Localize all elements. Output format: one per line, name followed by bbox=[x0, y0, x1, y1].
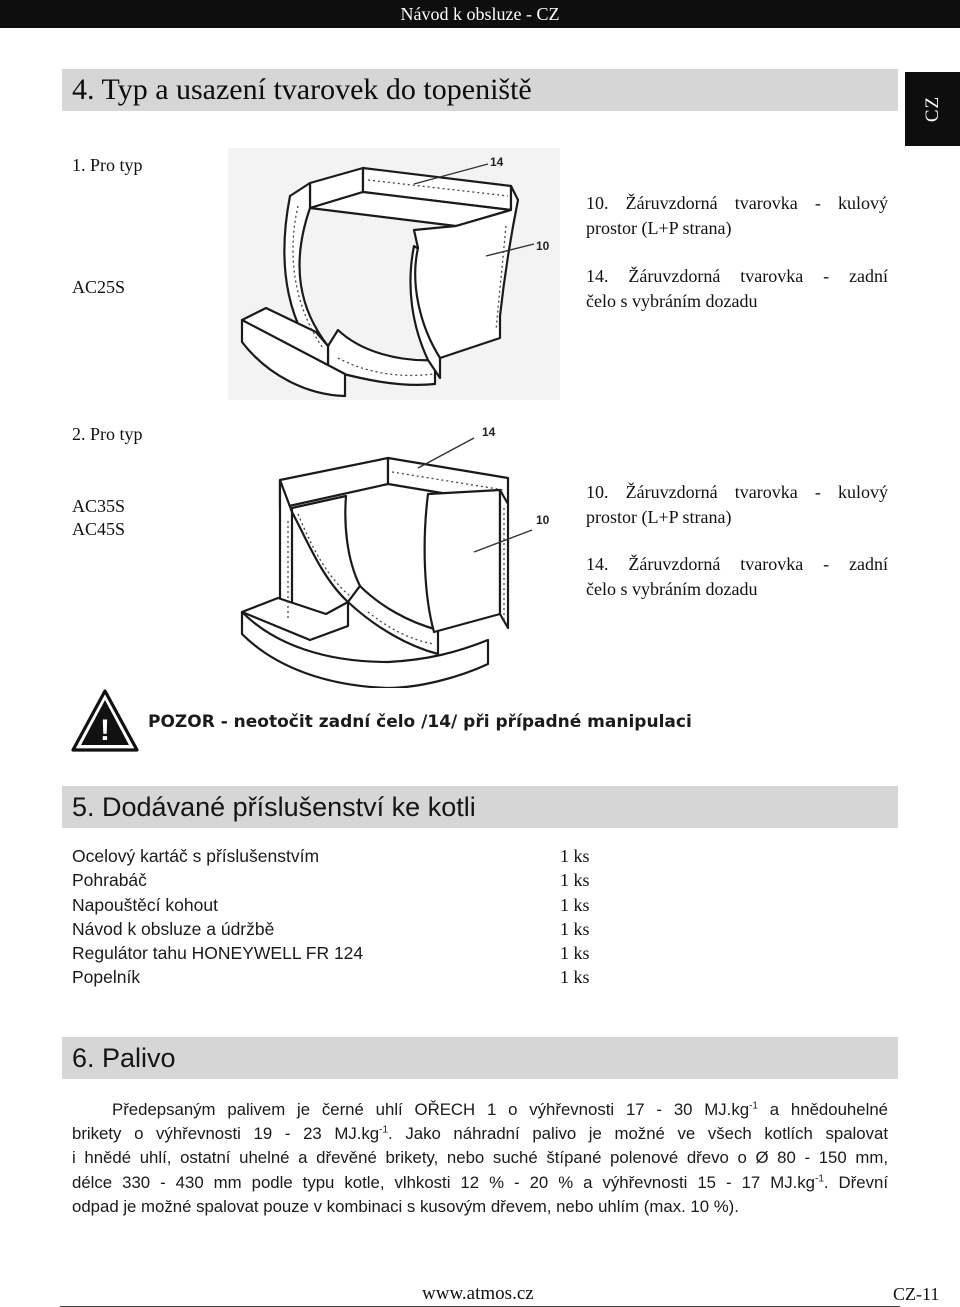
document-header-bar bbox=[0, 0, 960, 28]
fuel-line-2: brikety o výhřevnosti 19 - 23 $MJ.kg^{-1}$. Jako náhradní palivo je možné ve všech kotlích spalovat bbox=[72, 1124, 888, 1144]
legend-10-line-1: 10. Žáruvzdorná tvarovka - kulový bbox=[586, 193, 888, 213]
list-item-qty: 1 ks bbox=[560, 918, 590, 939]
callout-10: 10 bbox=[536, 513, 550, 527]
fuel-line-5: odpad je možné spalovat pouze v kombinaci s kusovým dřevem, nebo uhlím (max. 10 %). bbox=[72, 1196, 739, 1216]
section-6-heading: 6. Palivo bbox=[72, 1043, 176, 1073]
callout-14: 14 bbox=[482, 425, 496, 439]
document-title: Návod k obsluze - CZ bbox=[400, 4, 560, 24]
block-2-model-2: AC45S bbox=[72, 519, 126, 539]
legend-14-line-2: čelo s vybráním dozadu bbox=[586, 579, 758, 599]
legend-10-line-2: prostor (L+P strana) bbox=[586, 507, 732, 527]
list-item: Pohrabáč bbox=[72, 870, 147, 891]
firebrick-figure-ac25s bbox=[228, 148, 560, 400]
list-item-qty: 1 ks bbox=[560, 894, 590, 915]
language-tab bbox=[905, 72, 960, 146]
legend-14-line-2: čelo s vybráním dozadu bbox=[586, 291, 758, 311]
warning-icon bbox=[70, 688, 140, 754]
list-item: Napouštěcí kohout bbox=[72, 894, 218, 915]
legend-14-line-1: 14. Žáruvzdorná tvarovka - zadní bbox=[586, 554, 888, 574]
list-item-qty: 1 ks bbox=[560, 870, 590, 891]
list-item: Regulátor tahu HONEYWELL FR 124 bbox=[72, 943, 364, 964]
list-item: Návod k obsluze a údržbě bbox=[72, 918, 275, 939]
firebrick-figure-ac35s-ac45s bbox=[228, 418, 568, 688]
list-item: Popelník bbox=[72, 967, 141, 988]
list-item-qty: 1 ks bbox=[560, 967, 590, 988]
block-2-label: 2. Pro typ bbox=[72, 424, 143, 444]
callout-14: 14 bbox=[490, 155, 504, 169]
legend-14-line-1: 14. Žáruvzdorná tvarovka - zadní bbox=[586, 266, 888, 286]
fuel-line-3: i hnědé uhlí, ostatní uhelné a dřevěné brikety, nebo suché štípané polenové dřevo o Ø 80 - 150 mm, bbox=[72, 1148, 888, 1168]
fuel-line-1: Předepsaným palivem je černé uhlí OŘECH 1 o výhřevnosti 17 - 30 $MJ.kg^{-1}$ a hnědouhelné bbox=[112, 1100, 888, 1119]
svg-text:!: ! bbox=[100, 714, 110, 747]
legend-10-line-1: 10. Žáruvzdorná tvarovka - kulový bbox=[586, 482, 888, 502]
legend-10-line-2: prostor (L+P strana) bbox=[586, 218, 732, 238]
block-2-model-1: AC35S bbox=[72, 496, 126, 516]
language-tab-label: CZ bbox=[921, 95, 943, 123]
callout-10: 10 bbox=[536, 239, 550, 253]
fuel-line-4: délce 330 - 430 mm podle typu kotle, vlhkosti 12 % - 20 % a výhřevnosti 15 - 17 $MJ.kg^{-1}$. Dřevní bbox=[72, 1172, 888, 1192]
section-4-heading-bar bbox=[62, 69, 898, 111]
warning-text: POZOR - neotočit zadní čelo /14/ při případné manipulaci bbox=[148, 712, 692, 732]
section-5-heading: 5. Dodávané příslušenství ke kotli bbox=[72, 792, 476, 822]
accessory-quantities bbox=[560, 844, 590, 990]
block-1-model: AC25S bbox=[72, 277, 126, 297]
page-number: CZ-11 bbox=[893, 1284, 940, 1304]
section-6-heading-bar bbox=[62, 1037, 898, 1079]
footer-url: www.atmos.cz bbox=[422, 1283, 534, 1304]
list-item: Ocelový kartáč s příslušenstvím bbox=[72, 846, 320, 866]
list-item-qty: 1 ks bbox=[560, 846, 590, 866]
block-1-label: 1. Pro typ bbox=[72, 155, 143, 175]
list-item-qty: 1 ks bbox=[560, 943, 590, 964]
section-4-heading: 4. Typ a usazení tvarovek do topeniště bbox=[72, 73, 532, 106]
accessory-list bbox=[72, 844, 363, 990]
fuel-paragraph bbox=[72, 1098, 888, 1219]
section-5-heading-bar bbox=[62, 786, 898, 828]
